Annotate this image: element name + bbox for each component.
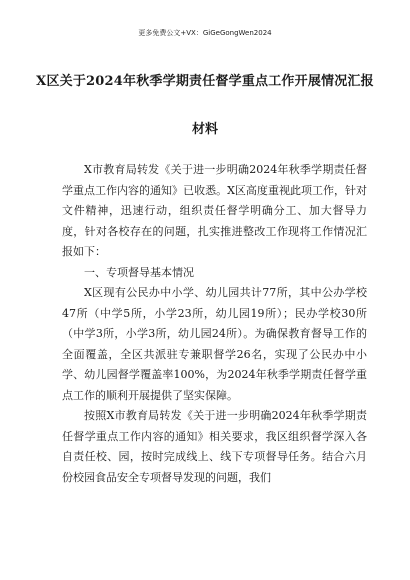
section-heading: 一、专项督导基本情况 xyxy=(84,265,194,279)
document-subtitle: 材料 xyxy=(191,122,218,137)
header-note: 更多免费公文+VX：GiGeGongWen2024 xyxy=(138,29,272,37)
document-body xyxy=(62,160,367,488)
document-title: X区关于2024年秋季学期责任督学重点工作开展情况汇报 xyxy=(36,74,374,89)
paragraph-intro: X市教育局转发《关于进一步明确2024年秋季学期责任督学重点工作内容的通知》已收悉。X区高度重视此项工作，针对文件精神，迅速行动，组织责任督学明确分工、加大督导力度，针对各校存在的问题，扎实推进整改工作现将工作情况汇报如下： xyxy=(62,163,367,258)
paragraph-basics: X区现有公民办中小学、幼儿园共计77所，其中公办学校47所（中学5所，小学23所，幼儿园19所）；民办学校30所（中学3所，小学3所，幼儿园24所）。为确保教育督导工作的全面覆盖，全区共派驻专兼职督学26名，实现了公民办中小学、幼儿园督学覆盖率100%，为2024年秋季学期责任督学重点工作的顺利开展提供了坚实保障。 xyxy=(62,286,367,402)
paragraph-actions: 按照X市教育局转发《关于进一步明确2024年秋季学期责任督学重点工作内容的通知》相关要求，我区组织督学深入各自责任校、园，按时完成线上、线下专项督导任务。结合六月份校园食品安全专项督导发现的问题，我们 xyxy=(62,409,367,484)
